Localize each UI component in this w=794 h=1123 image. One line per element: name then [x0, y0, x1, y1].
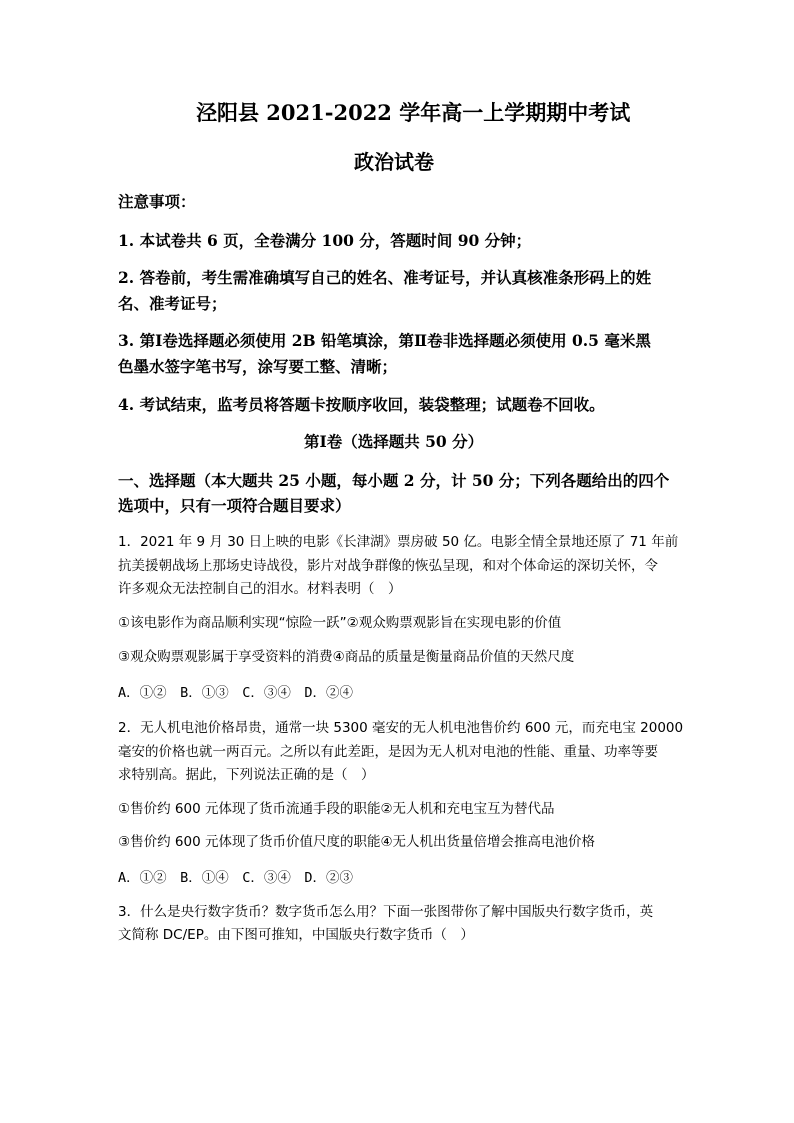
question-3-line-1: 3．什么是央行数字货币？数字货币怎么用？下面一张图带你了解中国版央行数字货币，英	[118, 904, 654, 920]
question-2-statement-1: ①售价约 600 元体现了货币流通手段的职能②无人机和充电宝互为替代品	[118, 801, 555, 817]
question-2-statement-2: ③售价约 600 元体现了货币价值尺度的职能④无人机出货量倍增会推高电池价格	[118, 834, 596, 850]
section-title: 第Ⅰ卷（选择题共 50 分）	[304, 432, 484, 451]
question-2-line-2: 毫安的价格也就一两百元。之所以有此差距，是因为无人机对电池的性能、重量、功率等要	[118, 744, 658, 760]
section-heading-line-1: 一、选择题（本大题共 25 小题，每小题 2 分，计 50 分；下列各题给出的四个	[118, 471, 670, 490]
notice-item-3-line-2: 色墨水签字笔书写，涂写要工整、清晰；	[118, 357, 398, 376]
exam-title: 泾阳县 2021-2022 学年高一上学期期中考试	[196, 100, 631, 125]
question-1-line-2: 抗美援朝战场上那场史诗战役，影片对战争群像的恢弘呈现，和对个体命运的深切关怀，令	[118, 558, 658, 574]
notice-item-3-line-1: 3. 第Ⅰ卷选择题必须使用 2B 铅笔填涂，第Ⅱ卷非选择题必须使用 0.5 毫米黑	[118, 331, 651, 350]
notice-item-4: 4. 考试结束，监考员将答题卡按顺序收回，装袋整理；试题卷不回收。	[118, 395, 605, 414]
notice-item-2-line-2: 名、准考证号；	[118, 294, 227, 313]
question-1-statement-2: ③观众购票观影属于享受资料的消费④商品的质量是衡量商品价值的天然尺度	[118, 649, 575, 665]
question-2-answers: A．①② B．①④ C．③④ D．②③	[118, 870, 354, 886]
section-heading-line-2: 选项中，只有一项符合题目要求）	[118, 496, 351, 515]
question-1-line-1: 1．2021 年 9 月 30 日上映的电影《长津湖》票房破 50 亿。电影全情全景地还原了 71 年前	[118, 534, 679, 550]
notice-item-2-line-1: 2. 答卷前，考生需准确填写自己的姓名、准考证号，并认真核准条形码上的姓	[118, 268, 652, 287]
notice-item-1: 1. 本试卷共 6 页，全卷满分 100 分，答题时间 90 分钟；	[118, 231, 532, 250]
question-2-line-1: 2．无人机电池价格昂贵，通常一块 5300 毫安的无人机电池售价约 600 元，而充电宝 20000	[118, 720, 684, 736]
question-1-line-3: 许多观众无法控制自己的泪水。材料表明（ ）	[118, 581, 402, 597]
question-2-line-3: 求特别高。据此，下列说法正确的是（ ）	[118, 767, 375, 783]
notice-heading: 注意事项：	[118, 192, 196, 211]
question-1-answers: A．①② B．①③ C．③④ D．②④	[118, 685, 354, 701]
question-1-statement-1: ①该电影作为商品顺利实现“惊险一跃”②观众购票观影旨在实现电影的价值	[118, 615, 562, 631]
question-3-line-2: 文简称 DC/EP。由下图可推知，中国版央行数字货币（ ）	[118, 927, 474, 943]
exam-subtitle: 政治试卷	[354, 150, 434, 174]
